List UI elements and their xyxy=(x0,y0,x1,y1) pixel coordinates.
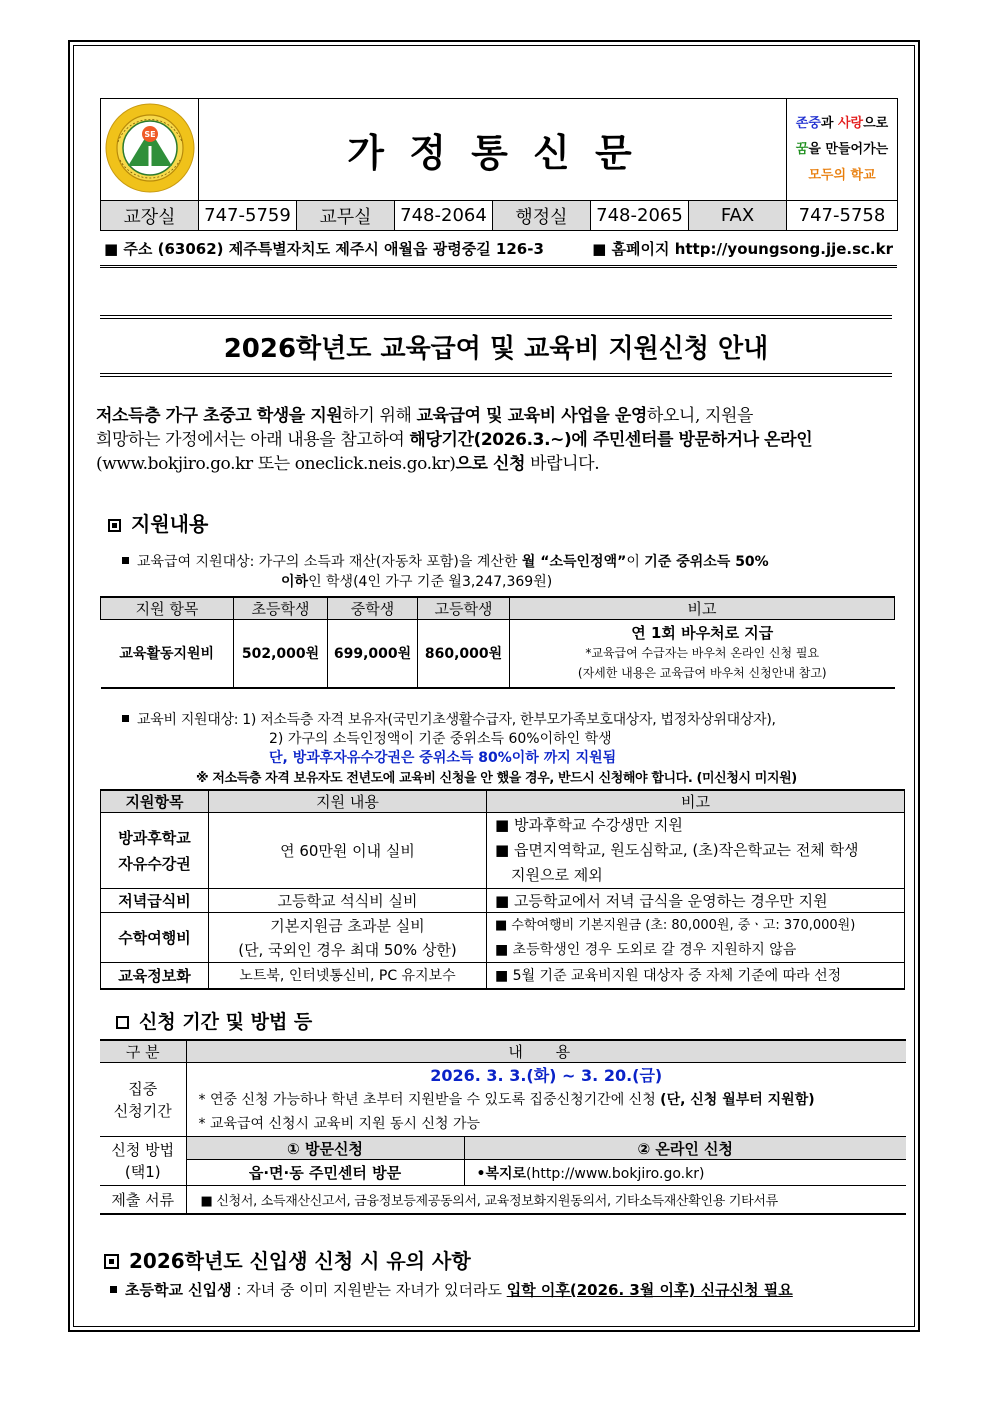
intro-program: 교육급여 및 교육비 사업을 운영 xyxy=(416,406,647,426)
expense-table-head-note: 비고 xyxy=(487,790,905,813)
section2-heading xyxy=(116,1007,312,1034)
apply-head-right: 내 용 xyxy=(186,1040,906,1063)
expense-row-dinner-content: 고등학교 석식비 실비 xyxy=(209,889,487,913)
benefit-table-head-item: 지원 항목 xyxy=(101,597,234,620)
method-online-head: ② 온라인 신청 xyxy=(464,1137,906,1160)
benefit-table-head-high: 고등학생 xyxy=(418,597,510,620)
period-label-2: 신청기간 xyxy=(113,1101,172,1120)
logo-cell xyxy=(101,99,199,201)
benefit-target-median: 기준 중위소득 50% xyxy=(644,554,769,570)
contact-label-academic: 교무실 xyxy=(297,201,395,231)
method-label-2: (택1) xyxy=(124,1163,161,1181)
benefit-target-text-a: 교육급여 지원대상: 가구의 소득과 재산(자동차 포함)을 계산한 xyxy=(137,554,522,570)
period-content xyxy=(186,1063,906,1137)
afterschool-note-3: 지원으로 제외 xyxy=(511,866,603,884)
expense-row-afterschool-note xyxy=(487,813,905,889)
contact-label-admin: 행정실 xyxy=(493,201,591,231)
method-online-label: •복지로 xyxy=(476,1165,527,1182)
method-visit-head: ① 방문신청 xyxy=(186,1137,464,1160)
intro-target: 저소득층 가구 초중고 학생을 지원 xyxy=(96,406,343,426)
square-bullet-icon xyxy=(108,519,121,532)
contact-value-fax: 747-5758 xyxy=(787,201,898,231)
slogan-line2 xyxy=(787,137,897,163)
afterschool-note-2: ■ 읍면지역학교, 원도심학교, (초)작은학교는 전체 학생 xyxy=(495,841,859,859)
header-table xyxy=(100,98,898,231)
method-label-1: 신청 방법 xyxy=(111,1141,175,1159)
benefit-high: 860,000원 xyxy=(418,620,510,688)
contact-value-academic: 748-2064 xyxy=(395,201,493,231)
intro-text-1: 하기 위해 xyxy=(342,406,417,426)
benefit-target-text-f: 인 학생(4인 가구 기준 월3,247,369원) xyxy=(308,574,553,590)
docs-label: 제출 서류 xyxy=(100,1186,186,1214)
benefit-note-3: (자세한 내용은 교육급여 바우처 신청안내 참고) xyxy=(577,666,827,681)
slogan-making: 을 만들어가는 xyxy=(808,141,889,157)
period-label xyxy=(100,1063,186,1137)
apply-table xyxy=(100,1039,906,1215)
square-bullet-icon xyxy=(104,1254,119,1269)
logo-text: SE xyxy=(143,129,156,139)
period-label-1: 집중 xyxy=(128,1079,158,1098)
empty-square-icon xyxy=(116,1016,129,1029)
intro-paragraph xyxy=(96,404,898,476)
period-dates: 2026. 3. 3.(화) ~ 3. 20.(금) xyxy=(430,1065,663,1085)
expense-row-it-content: 노트북, 인터넷통신비, PC 유지보수 xyxy=(209,963,487,989)
new-student-requirement: 입학 이후(2026. 3월 이후) 신규신청 필요 xyxy=(506,1281,793,1299)
new-student-text: : 자녀 중 이미 지원받는 자녀가 있더라도 xyxy=(231,1281,507,1299)
section3-title: 2026학년도 신입생 신청 시 유의 사항 xyxy=(129,1249,471,1273)
contact-value-principal: 747-5759 xyxy=(199,201,297,231)
trip-content-1: 기본지원금 초과분 실비 xyxy=(270,916,425,935)
expense-row-it-note: ■ 5월 기준 교육비지원 대상자 중 자체 기준에 따라 선정 xyxy=(487,963,905,989)
bokjiro-link[interactable]: (http://www.bokjiro.go.kr) xyxy=(526,1165,705,1182)
slogan-and: 과 xyxy=(820,115,838,131)
benefit-target-income: 월 “소득인정액” xyxy=(521,554,627,570)
method-visit: 읍·면·동 주민센터 방문 xyxy=(186,1160,464,1186)
expense-table xyxy=(100,789,905,990)
contact-label-fax: FAX xyxy=(689,201,787,231)
period-note-1a: * 연중 신청 가능하나 학년 초부터 지원받을 수 있도록 집중신청기간에 신청 xyxy=(198,1091,661,1108)
expense-row-afterschool-content: 연 60만원 이내 실비 xyxy=(209,813,487,889)
period-note-1 xyxy=(187,1088,907,1112)
afterschool-label-2: 자유수강권 xyxy=(118,854,191,873)
afterschool-note-1: ■ 방과후학교 수강생만 지원 xyxy=(495,816,683,834)
intro-urls: (www.bokjiro.go.kr 또는 oneclick.neis.go.kr) xyxy=(96,454,456,474)
benefit-note-1: 연 1회 바우처로 지급 xyxy=(631,624,774,643)
expense-row-afterschool-item xyxy=(101,813,209,889)
school-homepage[interactable]: ■ 홈페이지 http://youngsong.jje.sc.kr xyxy=(592,239,893,258)
edu-target-notice: ※ 저소득층 자격 보유자도 전년도에 교육비 신청을 안 했을 경우, 반드시 신청해야 합니다. (미신청시 미지원) xyxy=(196,771,797,786)
school-address: ■ 주소 (63062) 제주특별자치도 제주시 애월읍 광령중길 126-3 xyxy=(104,239,544,258)
intro-apply: 으로 신청 xyxy=(455,454,526,474)
benefit-note-cell xyxy=(510,620,895,688)
doc-title: 2026학년도 교육급여 및 교육비 지원신청 안내 xyxy=(223,333,769,364)
school-logo-icon xyxy=(104,102,196,194)
expense-table-head-item: 지원항목 xyxy=(101,790,209,813)
school-header xyxy=(100,98,897,268)
slogan-everyone: 모두의 학교 xyxy=(808,167,876,183)
slogan-line1 xyxy=(787,111,897,137)
trip-content-2: (단, 국외인 경우 최대 50% 상한) xyxy=(238,940,457,959)
doc-title-box xyxy=(100,315,892,377)
section1-heading xyxy=(108,508,208,537)
method-online xyxy=(464,1160,906,1186)
docs-content: ■ 신청서, 소득재산신고서, 금융정보등제공동의서, 교육정보화지원동의서, 기타소득재산확인용 기타서류 xyxy=(186,1186,906,1214)
benefit-target-below: 이하 xyxy=(281,574,309,590)
benefit-elementary: 502,000원 xyxy=(234,620,328,688)
method-label xyxy=(100,1137,186,1186)
benefit-row-label: 교육활동지원비 xyxy=(101,620,234,688)
period-note-1b: (단, 신청 월부터 지원함) xyxy=(660,1091,815,1108)
intro-text-2: 하오니, 지원을 xyxy=(646,406,754,426)
afterschool-label-1: 방과후학교 xyxy=(118,828,191,847)
section1-title: 지원내용 xyxy=(131,512,209,536)
bullet-icon xyxy=(110,1286,117,1293)
expense-row-dinner-note: ■ 고등학교에서 저녁 급식을 운영하는 경우만 지원 xyxy=(487,889,905,913)
trip-note-2: ■ 초등학생인 경우 도외로 갈 경우 지원하지 않음 xyxy=(495,941,797,958)
benefit-target-text-c: 이 xyxy=(626,554,645,570)
new-student-label: 초등학교 신입생 xyxy=(125,1281,232,1299)
slogan-dream: 꿈 xyxy=(795,141,809,157)
expense-row-dinner-item: 저녁급식비 xyxy=(101,889,209,913)
expense-row-trip-item: 수학여행비 xyxy=(101,913,209,963)
address-bar xyxy=(100,231,897,268)
contact-value-admin: 748-2065 xyxy=(591,201,689,231)
benefit-table xyxy=(100,596,895,689)
intro-text-4: 바랍니다. xyxy=(525,454,600,474)
expense-row-it-item: 교육정보화 xyxy=(101,963,209,989)
edu-target-line2: 2) 가구의 소득인정액이 기준 중위소득 60%이하인 학생 xyxy=(269,731,612,747)
newsletter-title: 가 정 통 신 문 xyxy=(347,131,638,175)
slogan-love: 사랑 xyxy=(837,115,864,131)
benefit-table-head-note: 비고 xyxy=(510,597,895,620)
section3-item xyxy=(106,1279,793,1300)
edu-target-line1: 교육비 지원대상: 1) 저소득층 자격 보유자(국민기초생활수급자, 한부모가족보호대상자, 법정차상위대상자), xyxy=(137,712,776,728)
apply-head-left: 구 분 xyxy=(100,1040,186,1063)
expense-table-head-content: 지원 내용 xyxy=(209,790,487,813)
bullet-icon xyxy=(122,557,129,564)
section3-heading xyxy=(104,1245,471,1274)
benefit-table-head-middle: 중학생 xyxy=(328,597,418,620)
slogan-line3 xyxy=(787,163,897,189)
benefit-table-head-elem: 초등학생 xyxy=(234,597,328,620)
slogan-respect: 존중 xyxy=(795,115,821,131)
intro-period: 해당기간(2026.3.~)에 주민센터를 방문하거나 온라인 xyxy=(409,430,813,450)
benefit-middle: 699,000원 xyxy=(328,620,418,688)
bullet-icon xyxy=(122,715,129,722)
slogan-with: 으로 xyxy=(863,115,889,131)
intro-text-3: 희망하는 가정에서는 아래 내용을 참고하여 xyxy=(96,430,410,450)
edu-target xyxy=(118,711,908,768)
slogan-cell xyxy=(787,99,898,201)
contact-label-principal: 교장실 xyxy=(101,201,199,231)
trip-note-1: ■ 수학여행비 기본지원금 (초: 80,000원, 중ㆍ고: 370,000원) xyxy=(495,917,856,933)
expense-row-trip-note xyxy=(487,913,905,963)
benefit-note-2: *교육급여 수급자는 바우처 온라인 신청 필요 xyxy=(585,646,820,661)
period-note-2: * 교육급여 신청시 교육비 지원 동시 신청 가능 xyxy=(198,1115,481,1132)
edu-target-line3: 단, 방과후자유수강권은 중위소득 80%이하 까지 지원됨 xyxy=(269,750,617,766)
benefit-target xyxy=(118,552,898,592)
expense-row-trip-content xyxy=(209,913,487,963)
section2-title: 신청 기간 및 방법 등 xyxy=(139,1011,313,1033)
newsletter-title-cell xyxy=(199,99,787,201)
